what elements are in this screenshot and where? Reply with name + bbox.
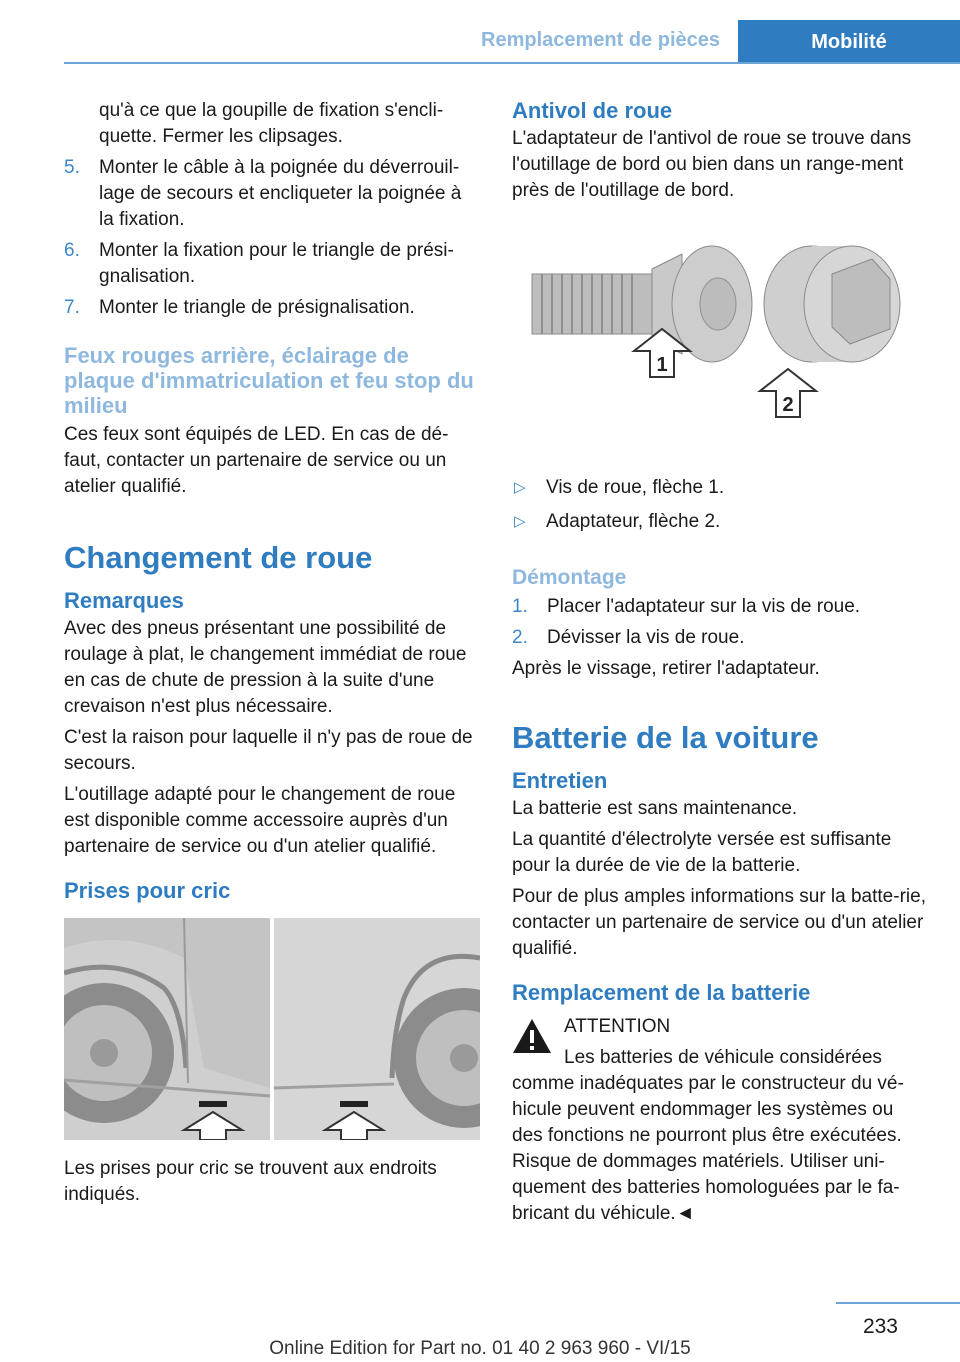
list-item xyxy=(64,295,480,321)
figure-legend xyxy=(512,475,928,535)
legend-text: Adaptateur, flèche 2. xyxy=(546,511,721,532)
batterie-title: Batterie de la voiture xyxy=(512,720,819,755)
list-item xyxy=(512,509,928,535)
entretien-heading: Entretien xyxy=(512,768,608,793)
step-text: Placer l'adaptateur sur la vis de roue. xyxy=(547,596,861,617)
footer-rule xyxy=(836,1302,960,1304)
chapter-tab: Mobilité xyxy=(738,20,960,64)
section-title: Remplacement de pièces xyxy=(481,29,720,51)
left-jack-panel xyxy=(64,918,270,1140)
entretien-paragraph: La batterie est sans maintenance. xyxy=(512,798,798,819)
page-number: 233 xyxy=(862,1315,898,1338)
steps-list xyxy=(64,155,480,321)
antivol-heading: Antivol de roue xyxy=(512,98,673,123)
remarques-paragraph: C'est la raison pour laquelle il n'y pas de roue de secours. xyxy=(64,727,473,774)
attention-notice xyxy=(512,1014,928,1040)
attention-text: Les batteries de véhicule considérées comme inadéquates par le constructeur du vé-hicule peuvent endommager les systèmes ou des fonctions ne pourront plus être exécutées. Risque de dommages matériels. Utiliser uni-quement des batteries homologuées par le fa-bricant du véhicule.◄ xyxy=(512,1047,904,1224)
attention-label: ATTENTION xyxy=(564,1016,671,1037)
step-text: Monter la fixation pour le triangle de prési-gnalisation. xyxy=(99,240,454,287)
continued-step-text: qu'à ce que la goupille de fixation s'encli-quette. Fermer les clipsages. xyxy=(99,100,444,147)
step-number: 1. xyxy=(512,596,528,617)
list-item xyxy=(64,155,480,233)
step-text: Monter le triangle de présignalisation. xyxy=(99,297,415,318)
step-number: 5. xyxy=(64,157,80,178)
demontage-heading: Démontage xyxy=(512,566,627,589)
step-text: Dévisser la vis de roue. xyxy=(547,627,745,648)
entretien-paragraph: La quantité d'électrolyte versée est suffisante pour la durée de vie de la batterie. xyxy=(512,829,892,876)
list-item xyxy=(512,625,928,651)
remplacement-heading: Remplacement de la batterie xyxy=(512,980,811,1005)
right-jack-panel xyxy=(274,918,480,1140)
page-header xyxy=(0,0,960,64)
arrow-label: 1 xyxy=(656,354,668,376)
antivol-text: L'adaptateur de l'antivol de roue se trouve dans l'outillage de bord ou bien dans un range-ment près de l'outillage de bord. xyxy=(512,128,912,201)
feux-heading: Feux rouges arrière, éclairage de plaque d'immatriculation et feu stop du milieu xyxy=(64,343,474,418)
remarques-paragraph: Avec des pneus présentant une possibilité de roulage à plat, le changement immédiat de roue en cas de chute de pression à la suite d'une crevaison n'est plus nécessaire. xyxy=(64,618,467,717)
demontage-after: Après le vissage, retirer l'adaptateur. xyxy=(512,658,820,679)
legend-text: Vis de roue, flèche 1. xyxy=(546,477,725,498)
step-number: 2. xyxy=(512,627,528,648)
remarques-paragraph: L'outillage adapté pour le changement de roue est disponible comme accessoire auprès d'un partenaire de service ou d'un atelier qualifié. xyxy=(64,784,456,857)
list-item xyxy=(512,594,928,620)
jack-points-figure xyxy=(64,918,480,1140)
prises-heading: Prises pour cric xyxy=(64,878,231,903)
list-item xyxy=(512,475,928,501)
demontage-steps xyxy=(512,594,928,651)
prises-caption: Les prises pour cric se trouvent aux endroits indiqués. xyxy=(64,1158,437,1205)
step-number: 7. xyxy=(64,297,80,318)
entretien-paragraph: Pour de plus amples informations sur la batte-rie, contacter un partenaire de service ou d'un atelier qualifié. xyxy=(512,886,926,959)
remarques-heading: Remarques xyxy=(64,588,184,613)
edition-line: Online Edition for Part no. 01 40 2 963 960 - VI/15 xyxy=(269,1338,691,1359)
wheel-lock-figure xyxy=(512,219,928,457)
arrow-label: 2 xyxy=(782,394,794,416)
warning-triangle-icon xyxy=(512,1018,552,1054)
step-text: Monter le câble à la poignée du déverrouil-lage de secours et encliqueter la poignée à la fixation. xyxy=(99,157,462,230)
feux-text: Ces feux sont équipés de LED. En cas de dé-faut, contacter un partenaire de service ou un atelier qualifié. xyxy=(64,424,449,497)
adapter xyxy=(764,246,900,362)
triangle-bullet-icon: ▷ xyxy=(514,513,526,530)
header-rule xyxy=(64,62,960,64)
step-number: 6. xyxy=(64,240,80,261)
triangle-bullet-icon: ▷ xyxy=(514,479,526,496)
right-column xyxy=(512,98,928,1232)
list-item xyxy=(64,238,480,290)
left-column xyxy=(64,98,480,1213)
changement-title: Changement de roue xyxy=(64,540,373,575)
